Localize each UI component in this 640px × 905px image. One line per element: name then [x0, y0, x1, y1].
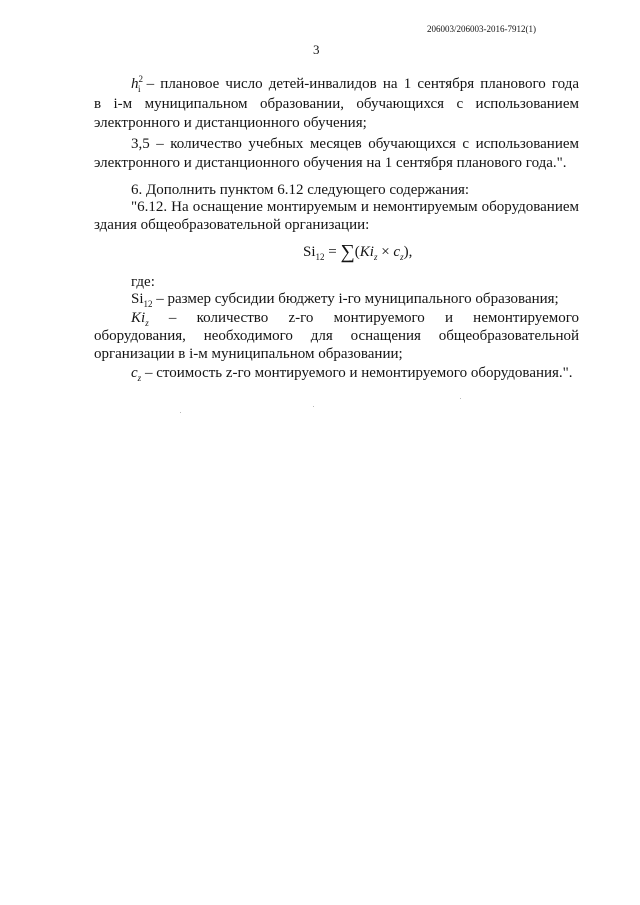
formula-equals: = — [328, 244, 337, 260]
item-6-12-line2: здания общеобразовательной организации: — [94, 217, 370, 233]
symbol-h-sub: i — [138, 84, 141, 94]
definition-ki-text: – количество z-го монтируемого и немонтируемого — [168, 310, 579, 326]
definition-ki-line2: оборудования, необходимого для оснащения общеобразовательной — [94, 328, 579, 344]
formula-lhs-sub: 12 — [315, 252, 325, 262]
formula-close-paren: ), — [403, 244, 413, 260]
symbol-h: h — [131, 76, 139, 92]
definition-si — [131, 291, 559, 309]
definition-h-line2: в i-м муниципальном образовании, обучающихся с использованием — [94, 96, 579, 112]
formula-lhs: Si — [303, 244, 316, 260]
symbol-si-sub: 12 — [143, 299, 153, 309]
formula-sum-sign: ∑ — [340, 241, 355, 263]
formula-ki-sub: z — [373, 252, 378, 262]
subsidy-formula — [303, 241, 412, 264]
item-6-12-line1: "6.12. На оснащение монтируемым и немонтируемым оборудованием — [131, 199, 579, 215]
symbol-ki: Ki — [131, 310, 146, 326]
page-number: 3 — [313, 42, 320, 57]
definition-months-line1: 3,5 – количество учебных месяцев обучающихся с использованием — [131, 136, 579, 152]
symbol-si: Si — [131, 291, 144, 307]
definition-h-line3: электронного и дистанционного обучения; — [94, 115, 367, 131]
formula-c: c — [393, 244, 401, 260]
formula-times: × — [381, 244, 390, 260]
symbol-c: c — [131, 365, 138, 381]
definition-si-text: – размер субсидии бюджету i-го муниципального образования; — [156, 291, 559, 307]
definition-months-line2: электронного и дистанционного обучения на 1 сентября планового года.". — [94, 155, 567, 171]
document-code: 206003/206003-2016-7912(1) — [427, 24, 536, 34]
definition-c-text: – стоимость z-го монтируемого и немонтируемого оборудования.". — [144, 365, 573, 381]
definition-h-text: – плановое число детей-инвалидов на 1 сентября планового года — [146, 76, 580, 92]
definition-ki-line3: организации в i-м муниципальном образовании; — [94, 346, 403, 362]
formula-c-sub: z — [400, 252, 404, 262]
formula-open-paren: ( — [354, 244, 360, 260]
formula-ki: Ki — [359, 244, 374, 260]
symbol-c-sub: z — [137, 373, 142, 383]
definition-c — [131, 365, 573, 383]
where-label: где: — [131, 274, 155, 290]
definition-ki-line1 — [131, 310, 579, 328]
scan-speck — [180, 412, 181, 413]
scan-speck — [313, 406, 314, 407]
symbol-ki-sub: z — [145, 318, 149, 328]
item-6-intro: 6. Дополнить пунктом 6.12 следующего содержания: — [131, 182, 470, 198]
definition-h-line1 — [131, 74, 579, 94]
scan-speck — [460, 398, 461, 399]
symbol-h-sup: 2 — [138, 74, 143, 84]
